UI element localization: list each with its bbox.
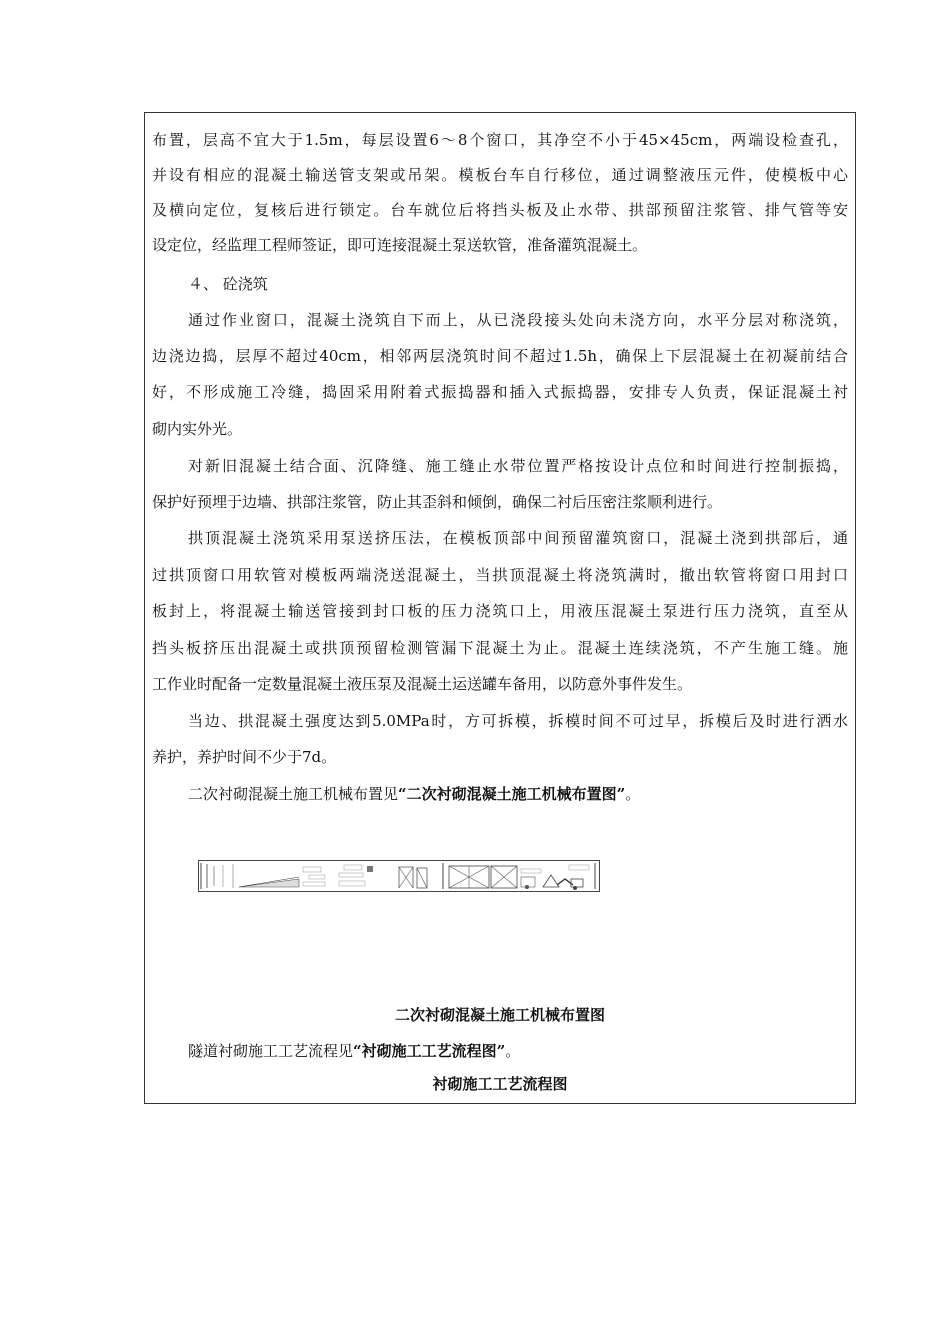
paragraph-line: 挡头板挤压出混凝土或拱顶预留检测管漏下混凝土为止。混凝土连续浇筑，不产生施工缝。施 [152, 639, 848, 657]
paragraph-line: 过拱顶窗口用软管对模板两端浇送混凝土，当拱顶混凝土将浇筑满时，撤出软管将窗口用封口 [152, 566, 848, 584]
paragraph-line: 布置，层高不宜大于1.5m，每层设置6～8个窗口，其净空不小于45×45cm，两端设检查孔， [152, 131, 848, 149]
reference-text: 隧道衬砌施工工艺流程见 [188, 1042, 354, 1060]
machinery-layout-figure [198, 860, 600, 892]
paragraph-line: 好，不形成施工冷缝，捣固采用附着式振捣器和插入式振捣器，安排专人负责，保证混凝土衬 [152, 383, 848, 401]
paragraph-line: 当边、拱混凝土强度达到5.0MPa时，方可拆模，拆模时间不可过早，拆模后及时进行洒水 [188, 712, 848, 730]
paragraph-line: 设定位，经监理工程师签证，即可连接混凝土泵送软管，准备灌筑混凝土。 [152, 236, 648, 254]
reference-text: 二次衬砌混凝土施工机械布置见 [188, 785, 399, 803]
flowchart-reference-paragraph [188, 1041, 848, 1061]
reference-figure-title: “衬砌施工工艺流程图” [353, 1042, 506, 1060]
reference-figure-title: “二次衬砌混凝土施工机械布置图” [398, 785, 626, 803]
paragraph-line: 养护，养护时间不少于7d。 [152, 748, 337, 766]
paragraph-line: 通过作业窗口，混凝土浇筑自下而上，从已浇段接头处向未浇方向，水平分层对称浇筑， [188, 311, 848, 329]
section-heading: ４、 砼浇筑 [188, 275, 268, 293]
paragraph-line: 拱顶混凝土浇筑采用泵送挤压法，在模板顶部中间预留灌筑窗口，混凝土浇到拱部后，通 [188, 529, 848, 547]
reference-end: 。 [625, 785, 641, 803]
paragraph-line: 保护好预埋于边墙、拱部注浆管，防止其歪斜和倾倒，确保二衬后压密注浆顺利进行。 [152, 493, 723, 511]
paragraph-line: 并设有相应的混凝土输送管支架或吊架。模板台车自行移位，通过调整液压元件，使模板中心 [152, 166, 848, 184]
flowchart-title: 衬砌施工工艺流程图 [432, 1075, 568, 1093]
paragraph-line: 边浇边捣，层厚不超过40cm，相邻两层浇筑时间不超过1.5h，确保上下层混凝土在初凝前结合 [152, 347, 848, 365]
machinery-layout-drawing [199, 861, 599, 891]
figure-reference-paragraph [188, 784, 848, 804]
figure-caption: 二次衬砌混凝土施工机械布置图 [394, 1006, 605, 1024]
paragraph-line: 工作业时配备一定数量混凝土液压泵及混凝土运送罐车备用，以防意外事件发生。 [152, 675, 693, 693]
reference-end: 。 [505, 1042, 521, 1060]
paragraph-line: 砌内实外光。 [152, 420, 243, 438]
paragraph-line: 对新旧混凝土结合面、沉降缝、施工缝止水带位置严格按设计点位和时间进行控制振捣， [188, 457, 848, 475]
paragraph-line: 及横向定位，复核后进行锁定。台车就位后将挡头板及止水带、拱部预留注浆管、排气管等安 [152, 201, 848, 219]
paragraph-line: 板封上，将混凝土输送管接到封口板的压力浇筑口上，用液压混凝土泵进行压力浇筑，直至从 [152, 602, 848, 620]
